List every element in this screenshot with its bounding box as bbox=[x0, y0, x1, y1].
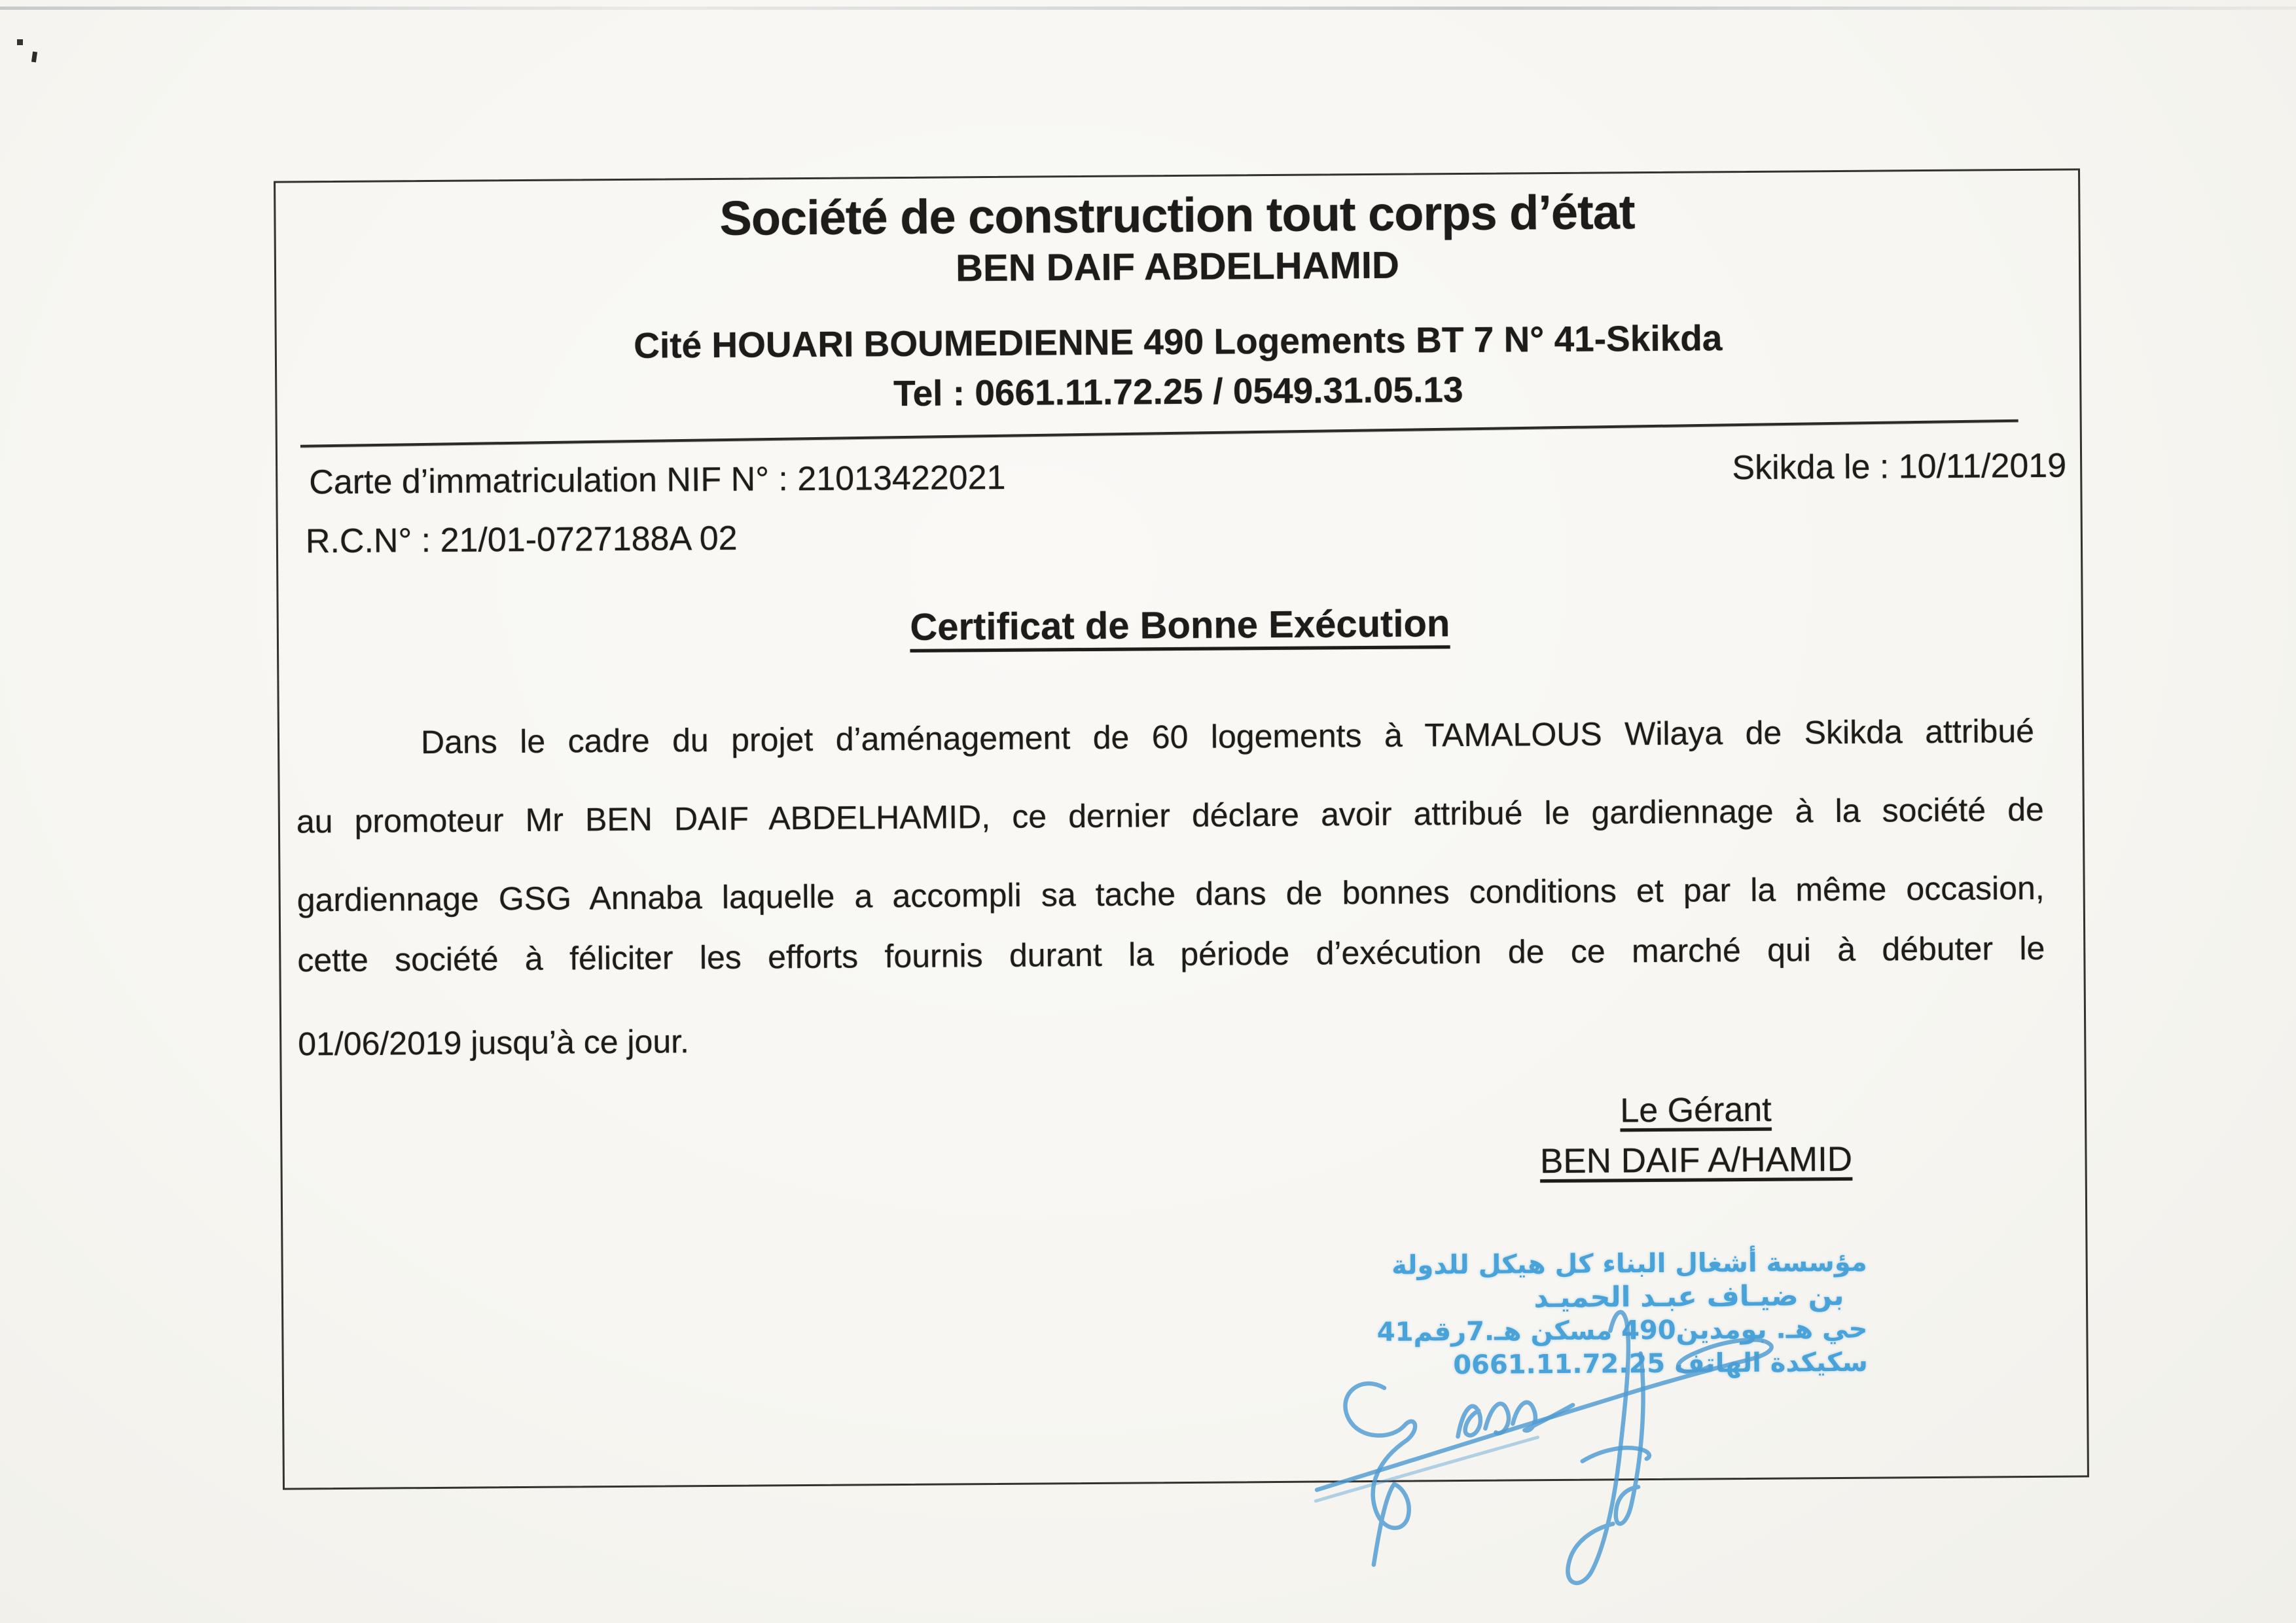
handwritten-signature-ink bbox=[1301, 1300, 1814, 1604]
signer-name: BEN DAIF A/HAMID bbox=[1539, 1139, 1853, 1181]
document-border-frame bbox=[274, 168, 2089, 1489]
signature-stroke bbox=[1458, 1402, 1573, 1436]
rc-registration-line: R.C.N° : 21/01-0727188A 02 bbox=[305, 519, 738, 561]
signature-stroke bbox=[1615, 1353, 1644, 1524]
letterhead-company-title: Société de construction tout corps d’état bbox=[719, 185, 1635, 245]
letterhead-phone: Tel : 0661.11.72.25 / 0549.31.05.13 bbox=[893, 368, 1463, 414]
letterhead-owner-name: BEN DAIF ABDELHAMID bbox=[955, 243, 1400, 290]
place-date-line: Skikda le : 10/11/2019 bbox=[1732, 446, 2067, 488]
nif-registration-line: Carte d’immatriculation NIF N° : 21013422021 bbox=[309, 458, 1006, 502]
stamp-line: سكيكدة الهاتف 0661.11.72.25 bbox=[1453, 1347, 1868, 1381]
stamp-line: بن ضيـاف عبـد الحميـد bbox=[1534, 1279, 1844, 1315]
closing-signature-block bbox=[1486, 1086, 1906, 1181]
body-paragraph-line: cette société à féliciter les efforts fournis durant la période d’exécution de ce marché qui à débuter le bbox=[297, 929, 2045, 979]
document-title-text: Certificat de Bonne Exécution bbox=[910, 602, 1450, 649]
scanner-edge-streak bbox=[0, 7, 2296, 10]
body-paragraph-line: 01/06/2019 jusqu’à ce jour. bbox=[298, 1023, 690, 1063]
signer-role: Le Gérant bbox=[1620, 1090, 1772, 1130]
scan-speck bbox=[31, 52, 37, 63]
letterhead-address: Cité HOUARI BOUMEDIENNE 490 Logements BT 7 N° 41-Skikda bbox=[634, 317, 1723, 366]
body-paragraph-line: au promoteur Mr BEN DAIF ABDELHAMID, ce dernier déclare avoir attribué le gardiennage à la société de bbox=[296, 791, 2045, 840]
document-title bbox=[279, 597, 2081, 653]
body-paragraph-line: Dans le cadre du projet d’aménagement de 60 logements à TAMALOUS Wilaya de Skikda attribué bbox=[420, 712, 2035, 761]
letterhead-divider-line bbox=[300, 419, 2018, 448]
scan-speck bbox=[17, 39, 23, 45]
body-paragraph-line: gardiennage GSG Annaba laquelle a accompli sa tache dans de bonnes conditions et par la même occasion, bbox=[296, 869, 2045, 919]
signature-stroke bbox=[1316, 1437, 1539, 1501]
signature-stroke bbox=[1316, 1340, 1772, 1490]
stamp-line: حي هـ. بومدين490 مسكن هـ.7رقم41 bbox=[1376, 1313, 1868, 1347]
stamp-line: مؤسسة أشغال البناء كل هيكل للدولة bbox=[1391, 1247, 1867, 1281]
